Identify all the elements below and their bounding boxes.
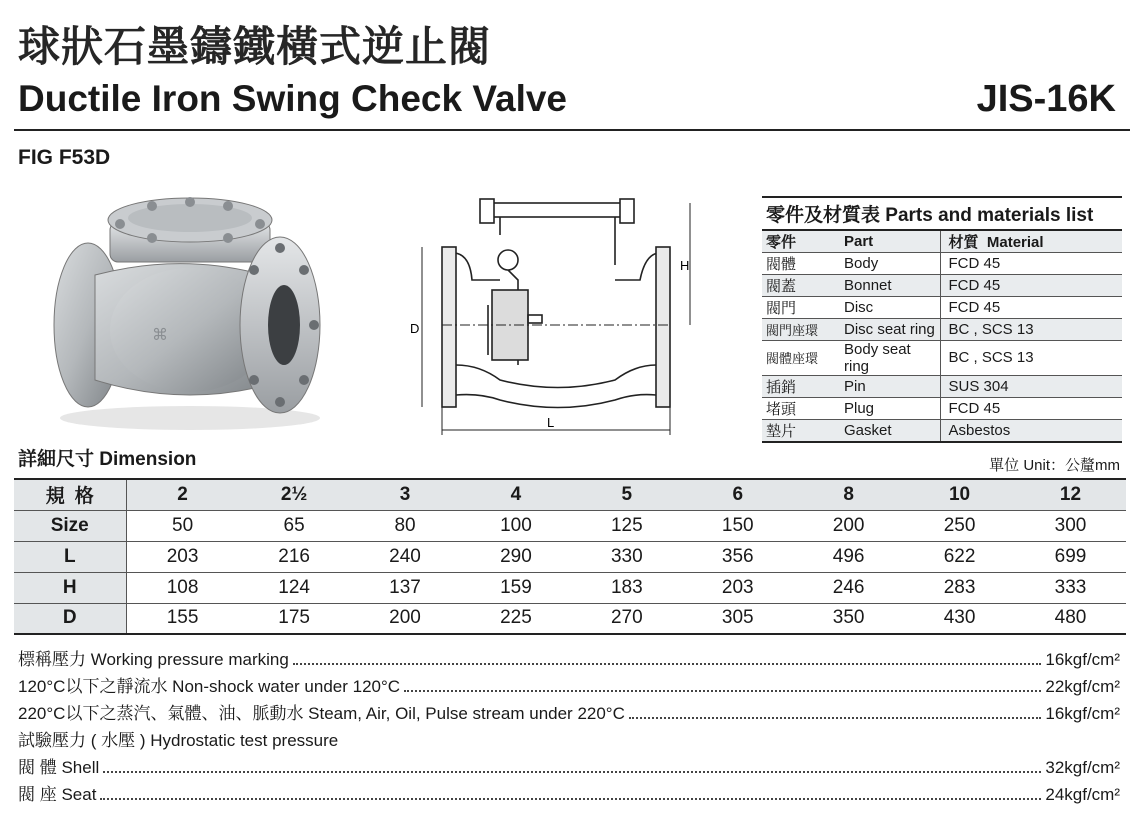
parts-row: 閥體 Body FCD 45 xyxy=(762,253,1122,275)
dimension-heading: 詳細尺寸 Dimension xyxy=(18,449,197,470)
spec-working-pressure: 標稱壓力 Working pressure marking 16kgf/cm² xyxy=(18,650,1120,669)
valve-photo xyxy=(40,180,340,440)
page-title-en: Ductile Iron Swing Check Valve xyxy=(18,78,568,119)
parts-row: 閥門 Disc FCD 45 xyxy=(762,297,1122,319)
row-inch: 規格 2 2½ 3 4 5 6 8 10 12 xyxy=(14,479,1126,510)
parts-row: 閥蓋 Bonnet FCD 45 xyxy=(762,275,1122,297)
header-part-en: Part xyxy=(840,230,940,253)
spec-steam-air-oil: 220°C以下之蒸汽、氣體、油、脈動水 Steam, Air, Oil, Pulse stream under 220°C 16kgf/cm² xyxy=(18,704,1120,723)
parts-row: 墊片 Gasket Asbestos xyxy=(762,419,1122,442)
figure-number: FIG F53D xyxy=(18,146,111,169)
background-ghost-title xyxy=(660,22,673,63)
spec-hydrostatic-heading: 試驗壓力 ( 水壓 ) Hydrostatic test pressure xyxy=(18,731,339,750)
standard-code: JIS-16K xyxy=(976,78,1116,120)
drawing-label-d: D xyxy=(410,321,420,336)
row-d: D 155 175 200 225 270 305 350 430 480 xyxy=(14,603,1126,634)
dimension-table xyxy=(14,478,1126,635)
row-h: H 108 124 137 159 183 203 246 283 333 xyxy=(14,572,1126,603)
spec-shell: 閥 體 Shell 32kgf/cm² xyxy=(18,758,1120,777)
parts-row: 閥體座環 Body seat ring BC , SCS 13 xyxy=(762,340,1122,375)
header-material: 材質 Material xyxy=(940,230,1122,253)
spec-seat: 閥 座 Seat 24kgf/cm² xyxy=(18,785,1120,804)
header-divider xyxy=(14,129,1130,131)
drawing-label-h: H xyxy=(680,258,690,273)
parts-materials-table xyxy=(762,196,1122,443)
unit-note: 單位 Unit：公釐mm xyxy=(989,457,1120,474)
parts-row: 堵頭 Plug FCD 45 xyxy=(762,397,1122,419)
spec-non-shock-water: 120°C以下之靜流水 Non-shock water under 120°C 22kgf/cm² xyxy=(18,677,1120,696)
parts-table-caption: 零件及材質表 Parts and materials list xyxy=(762,197,1122,230)
drawing-label-l: L xyxy=(547,415,555,430)
header-part-zh: 零件 xyxy=(762,230,840,253)
parts-table-header xyxy=(762,230,1122,253)
svg-text:⌘: ⌘ xyxy=(152,325,168,344)
valve-cross-section-drawing xyxy=(400,195,700,445)
page-title-zh: 球狀石墨鑄鐵橫式逆止閥 xyxy=(18,22,492,71)
parts-row: 閥門座環 Disc seat ring BC , SCS 13 xyxy=(762,319,1122,341)
row-l: L 203 216 240 290 330 356 496 622 699 xyxy=(14,541,1126,572)
parts-row: 插銷 Pin SUS 304 xyxy=(762,375,1122,397)
row-size: Size 50 65 80 100 125 150 200 250 300 xyxy=(14,510,1126,541)
